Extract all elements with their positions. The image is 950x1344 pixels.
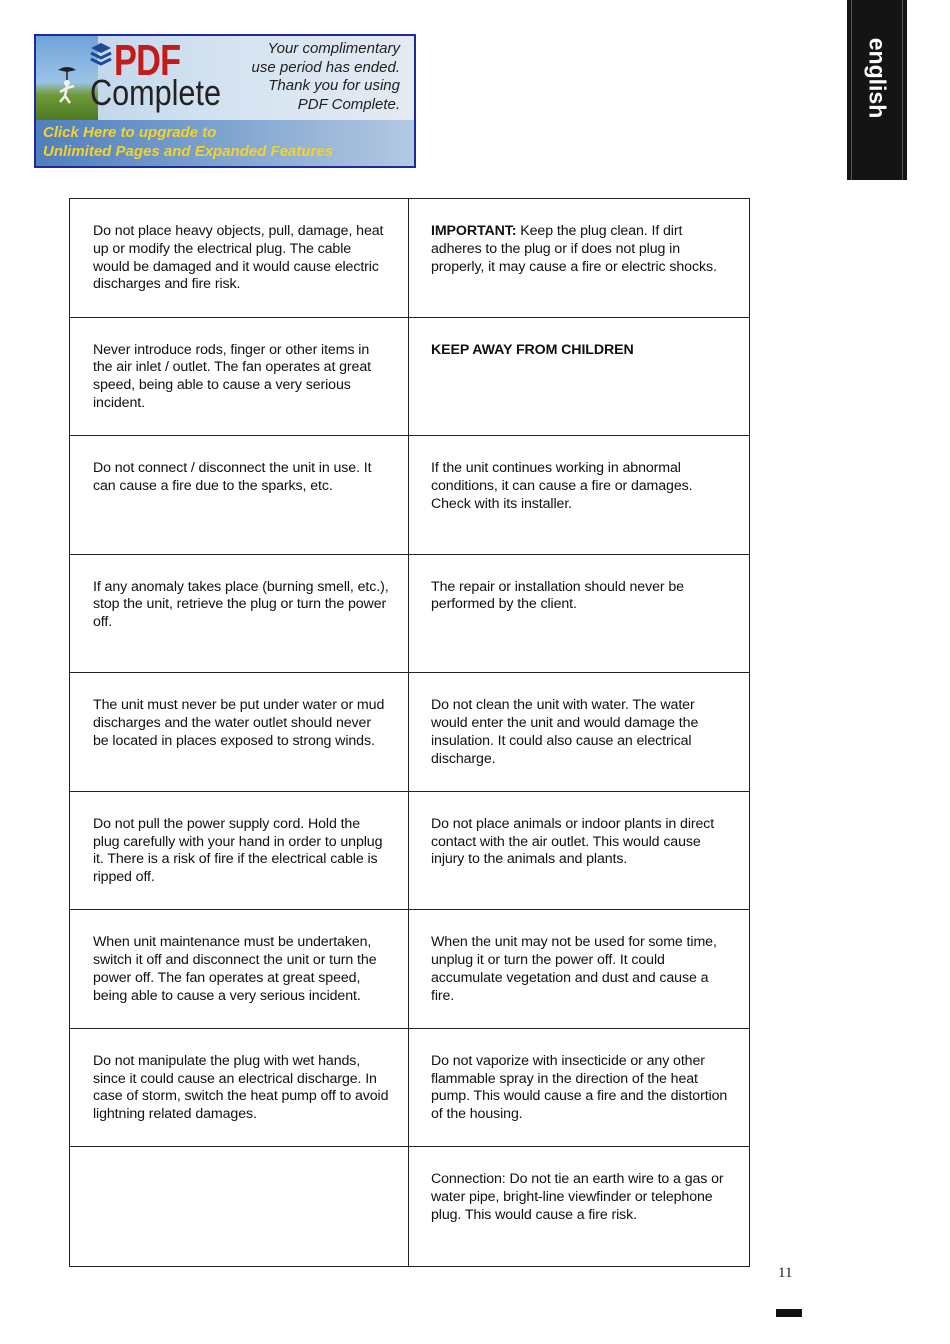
table-cell bbox=[70, 436, 409, 555]
cell-text: Do not vaporize with insecticide or any other flammable spray in the direction of the heat pump. This would cause a fire and the distortion of the housing. bbox=[431, 1052, 728, 1123]
upgrade-line-1[interactable]: Click Here to upgrade to bbox=[43, 124, 217, 141]
brand-complete: Complete bbox=[90, 72, 221, 113]
table-cell bbox=[70, 555, 409, 674]
table-cell bbox=[409, 1147, 749, 1266]
table-cell bbox=[70, 318, 409, 437]
cell-text: Do not place heavy objects, pull, damage, heat up or modify the electrical plug. The cable would be damaged and it would cause electric discharges and fire risk. bbox=[93, 223, 384, 293]
table-cell bbox=[409, 436, 749, 555]
table-cell bbox=[70, 199, 409, 318]
table-cell bbox=[409, 199, 749, 318]
table-cell bbox=[409, 1029, 749, 1148]
upgrade-link[interactable] bbox=[36, 120, 414, 168]
cell-text: Keep the plug clean. If dirt adheres to the plug or if does not plug in properly, it may cause a fire or electric shocks. bbox=[431, 223, 717, 275]
message-line: PDF Complete. bbox=[297, 95, 400, 113]
table-cell bbox=[70, 1029, 409, 1148]
jumping-person-icon bbox=[52, 66, 82, 106]
language-tab bbox=[847, 0, 907, 180]
message-line: use period has ended. bbox=[251, 58, 400, 76]
cell-text: Do not place animals or indoor plants in direct contact with the air outlet. This would cause injury to the animals and plants. bbox=[431, 815, 715, 868]
cell-text: Do not connect / disconnect the unit in use. It can cause a fire due to the sparks, etc. bbox=[93, 460, 372, 494]
cell-text: When unit maintenance must be undertaken, switch it off and disconnect the unit or turn the power off. The fan operates at great speed, being able to cause a very serious incident. bbox=[93, 934, 377, 1004]
page-edge-marker bbox=[776, 1309, 802, 1317]
table-cell bbox=[409, 318, 749, 437]
language-label: english bbox=[864, 37, 891, 119]
table-cell bbox=[70, 792, 409, 911]
page-number: 11 bbox=[778, 1265, 793, 1281]
message-line: Your complimentary bbox=[267, 40, 400, 57]
upgrade-line-2[interactable]: Unlimited Pages and Expanded Features bbox=[43, 143, 334, 160]
cell-text: When the unit may not be used for some time, unplug it or turn the power off. It could accumulate vegetation and dust and cause a fire. bbox=[431, 934, 717, 1004]
cell-text: The unit must never be put under water or mud discharges and the water outlet should never be located in places exposed to strong winds. bbox=[93, 697, 385, 749]
table-cell-empty bbox=[70, 1147, 409, 1266]
layers-logo-icon bbox=[90, 42, 112, 68]
cell-text: Never introduce rods, finger or other items in the air inlet / outlet. The fan operates at great speed, being able to cause a very serious incident. bbox=[93, 341, 371, 411]
table-cell bbox=[409, 910, 749, 1029]
message-line: Thank you for using bbox=[268, 77, 400, 94]
safety-instructions-table bbox=[69, 198, 750, 1267]
pdf-complete-banner[interactable] bbox=[34, 34, 416, 168]
cell-bold-label: IMPORTANT: bbox=[431, 223, 517, 239]
brand-pdf: PDF bbox=[114, 36, 181, 85]
cell-text: Do not clean the unit with water. The water would enter the unit and would damage the insulation. It could also cause an electrical discharge. bbox=[431, 697, 699, 767]
table-cell bbox=[409, 792, 749, 911]
table-cell bbox=[409, 555, 749, 674]
cell-text: Do not manipulate the plug with wet hands, since it could cause an electrical discharge. In case of storm, switch the heat pump off to avoid lightning related damages. bbox=[93, 1052, 389, 1123]
cell-heading: KEEP AWAY FROM CHILDREN bbox=[431, 341, 634, 358]
cell-text: Connection: Do not tie an earth wire to a gas or water pipe, bright-line viewfinder or telephone plug. This would cause a fire risk. bbox=[431, 1171, 724, 1224]
table-cell bbox=[409, 673, 749, 792]
trial-message bbox=[230, 40, 400, 114]
cell-text: The repair or installation should never be performed by the client. bbox=[431, 578, 684, 613]
cell-text: If any anomaly takes place (burning smell, etc.), stop the unit, retrieve the plug or turn the power off. bbox=[93, 578, 389, 631]
cell-text: If the unit continues working in abnormal conditions, it can cause a fire or damages. Check with its installer. bbox=[431, 460, 693, 512]
cell-text: Do not pull the power supply cord. Hold the plug carefully with your hand in order to unplug it. There is a risk of fire if the electrical cable is ripped off. bbox=[93, 815, 383, 886]
table-cell bbox=[70, 910, 409, 1029]
table-cell bbox=[70, 673, 409, 792]
